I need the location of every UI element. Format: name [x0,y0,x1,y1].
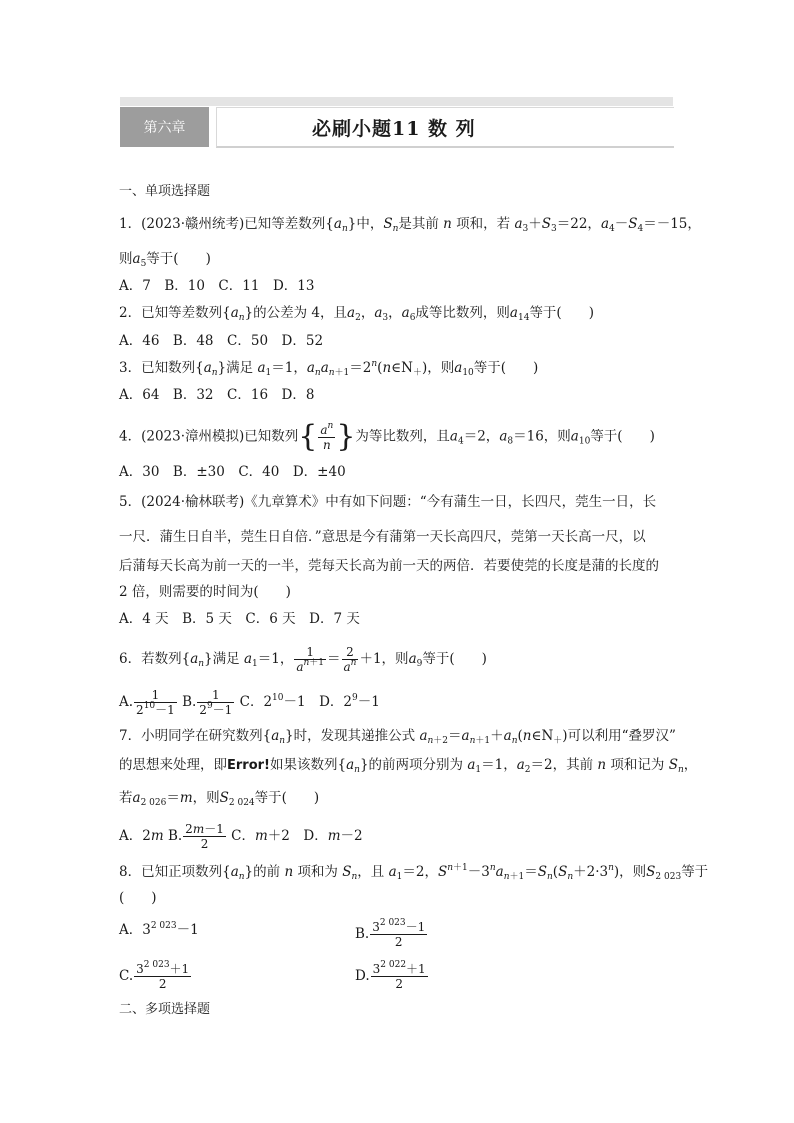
question-5-line-1: 5．(2024·榆林联考)《九章算术》中有如下问题：“今有蒲生一日，长四尺，莞生一日，长 [119,494,657,510]
question-8-line-1: 8．已知正项数列$\{a_n\}$的前 n 项和为 $S_n$，且 $a_1=2$，$S^{n+1}-3^na_{n+1}=S_n(S_n+2\cdot 3^n)$，则$S_{2 023}$等于 [119,863,709,882]
question-7-line-1: 7．小明同学在研究数列$\{a_n\}$时，发现其递推公式 $a_{n+2}=a_{n+1}+a_n(n\in N_+)$可以利用“叠罗汉” [119,728,676,746]
question-5-line-3: 后蒲每天长高为前一天的一半，莞每天长高为前一天的两倍．若要使莞的长度是蒲的长度的 [119,558,659,574]
question-5-line-2: 一尺．蒲生日自半，莞生日自倍．”意思是今有蒲第一天长高四尺，莞第一天长高一尺，以 [119,529,646,545]
question-1-line-2: 则$a_5$等于( ) [119,251,211,269]
question-8-option-a: A．$3^{2 023}-1$ [119,921,199,938]
page-title: 必刷小题11 数 列 [312,118,476,140]
question-7-line-3: 若$a_{2 026}=m$，则$S_{2 024}$等于( ) [119,790,320,808]
question-2-options: A．46 B．48 C．50 D．52 [119,333,324,349]
question-6-options: A. $\frac{1}{2^{10}-1}$ B. $\frac{1}{2^9-1}$ C．$2^{10}-1$ D．$2^9-1$ [119,688,380,717]
question-8-option-d: D. $\frac{3^{2 022}+1}{2}$ [355,960,426,991]
question-3-line-1: 3．已知数列$\{a_n\}$满足 $a_1=1$，$a_na_{n+1}=2^n(n\in N_+)$，则$a_{10}$等于( ) [119,359,539,378]
header-banner-strip [120,97,673,106]
question-7-line-2: 的思想来处理，即Error!如果该数列$\{a_n\}$的前两项分别为 $a_1=1$，$a_2=2$，其前 n 项和记为 $S_n$， [119,757,698,775]
question-4-options: A．30 B．±30 C．40 D．±40 [119,464,346,480]
section-heading-single: 一、单项选择题 [119,184,211,199]
question-5-options: A．4 天 B．5 天 C．6 天 D．7 天 [119,611,360,627]
question-7-options: A．2m B. $\frac{2m-1}{2}$ C．m＋2 D．m－2 [119,822,363,851]
error-marker: Error! [227,758,270,773]
question-5-line-4: 2 倍，则需要的时间为( ) [119,584,291,600]
question-8-line-2: ( ) [119,890,157,906]
question-1-line-1: 1．(2023·赣州统考)已知等差数列$\{a_n\}$中，$S_n$是其前 n 项和，若 $a_3+S_3=22$，$a_4-S_4=-15$， [119,216,701,234]
section-heading-multiple: 二、多项选择题 [119,1002,211,1017]
question-6-line-1: 6．若数列$\{a_n\}$满足 $a_1=1$， $\frac{1}{a^{n+1}}$ ＝ $\frac{2}{a^n}$ ＋1，则$a_9$等于( ) [119,645,487,674]
chapter-tab: 第六章 [120,107,209,147]
question-8-option-c: C. $\frac{3^{2 023}+1}{2}$ [119,960,190,991]
question-1-options: A．7 B．10 C．11 D．13 [119,278,315,294]
question-8-option-b: B. $\frac{3^{2 023}-1}{2}$ [355,918,426,949]
question-2-line-1: 2．已知等差数列$\{a_n\}$的公差为 4，且$a_2$，$a_3$，$a_6$成等比数列，则$a_{14}$等于( ) [119,305,594,323]
question-3-options: A．64 B．32 C．16 D．8 [119,387,315,403]
question-4-line-1: 4．(2023·漳州模拟)已知数列{ $\frac{a^n}{n}$ }为等比数列，且$a_4=2$，$a_8=16$，则$a_{10}$等于( ) [119,419,655,454]
